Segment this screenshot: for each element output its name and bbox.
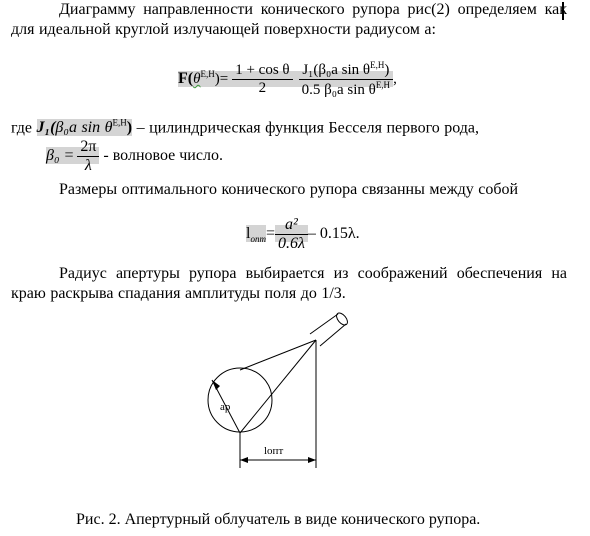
label-length: lопт xyxy=(264,445,284,457)
paragraph-intro: Диаграмму направленности конического рупора рис(2) определяем как для идеальной круглой излучающей поверхности радиусом a: xyxy=(11,1,567,38)
cone-side-lower xyxy=(240,340,316,433)
length-arrow-right xyxy=(308,457,316,463)
length-arrow-left xyxy=(240,457,248,463)
paragraph-aperture: Радиус апертуры рупора выбирается из соображений обеспечения на краю раскрыва спадания амплитуды поля до 1/3. xyxy=(11,265,567,302)
cone-side-upper xyxy=(240,340,316,370)
line-bessel-definition: где J₁(β₀a $\sin \theta^{E,H}$) – цилиндрическая функция Бесселя первого рода, xyxy=(11,118,480,137)
formula-wave-number: β₀ = $\frac{2\pi}{\lambda}$ - волновое число. xyxy=(46,138,223,174)
formula-optimal-length: $l_{опт}=$ $\frac{\text{a²}}{0.6\lambda}$ – 0.15λ. xyxy=(246,216,360,252)
aperture-circle xyxy=(208,368,272,432)
paragraph-dimensions: Размеры оптимального конического рупора связанны между собой xyxy=(59,181,519,198)
horn-figure xyxy=(0,300,590,510)
radius-arrowhead xyxy=(212,380,220,390)
label-radius: ap xyxy=(220,401,231,413)
formula-directivity: $F(\theta^{E,H})=$ $\frac{\text{1 + cos θ}}{2}$ $\frac{J_1(\beta_0a \sin \theta^{E,H})}{0.5 \beta_0a \sin \theta^{E,H}}$ , xyxy=(178,60,397,98)
figure-caption: Рис. 2. Апертурный облучатель в виде конического рупора. xyxy=(76,511,481,528)
